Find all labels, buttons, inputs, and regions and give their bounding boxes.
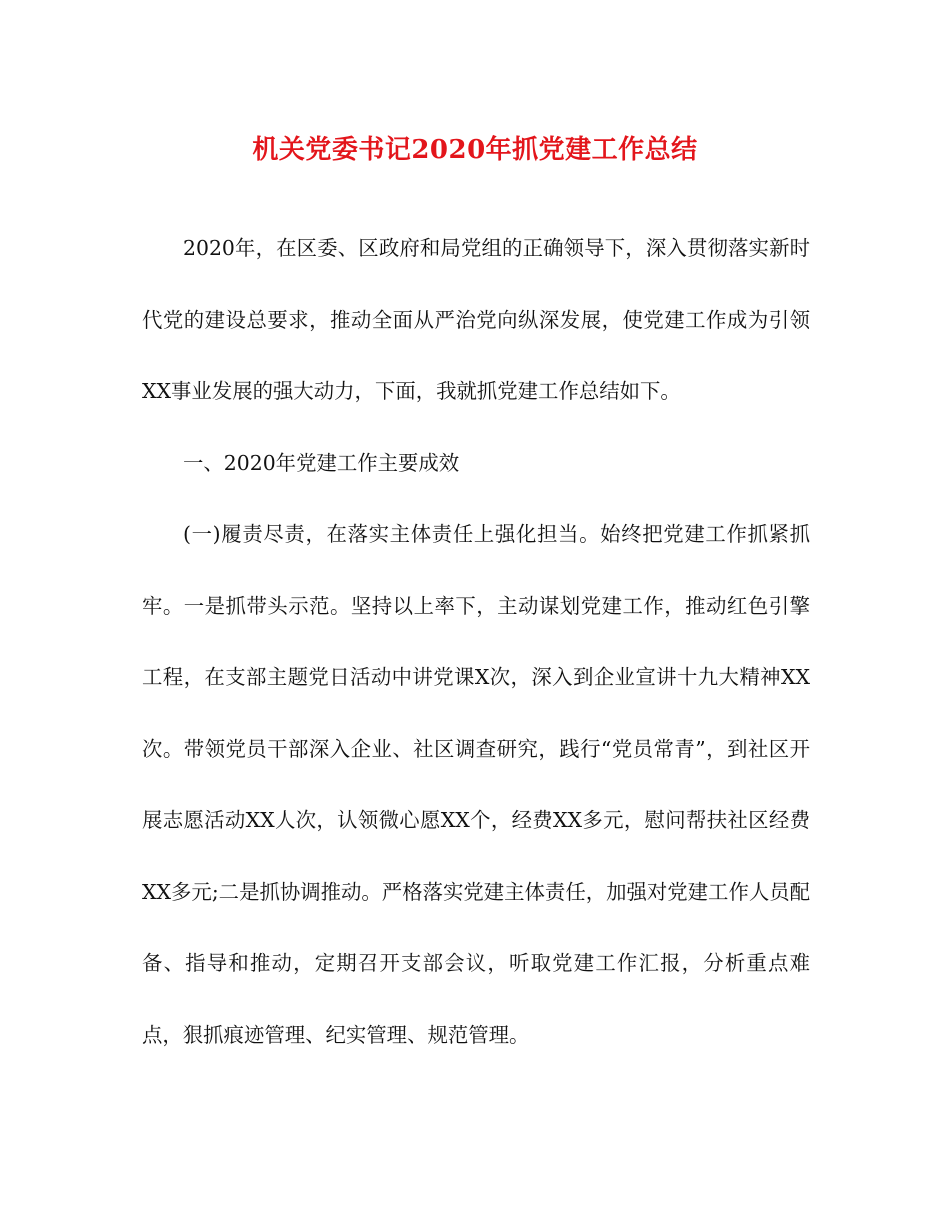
section-heading: 一、2020年党建工作主要成效 xyxy=(183,450,460,475)
document-title: 机关党委书记2020年抓党建工作总结 xyxy=(252,135,698,165)
body-paragraph: (一)履责尽责，在落实主体责任上强化担当。始终把党建工作抓紧抓牢。一是抓带头示范。坚持以上率下，主动谋划党建工作，推动红色引擎工程，在支部主题党日活动中讲党课X次，深入到企业宣讲十九大精神XX次。带领党员干部深入企业、社区调查研究，践行“党员常青”，到社区开展志愿活动XX人次，认领微心愿XX个，经费XX多元，慰问帮扶社区经费XX多元;二是抓协调推动。严格落实党建主体责任，加强对党建工作人员配备、指导和推动，定期召开支部会议，听取党建工作汇报，分析重点难点，狠抓痕迹管理、纪实管理、规范管理。 xyxy=(142,522,811,1047)
document-body xyxy=(142,213,810,1071)
intro-paragraph: 2020年，在区委、区政府和局党组的正确领导下，深入贯彻落实新时代党的建设总要求，推动全面从严治党向纵深发展，使党建工作成为引领XX事业发展的强大动力，下面，我就抓党建工作总结如下。 xyxy=(142,236,810,403)
